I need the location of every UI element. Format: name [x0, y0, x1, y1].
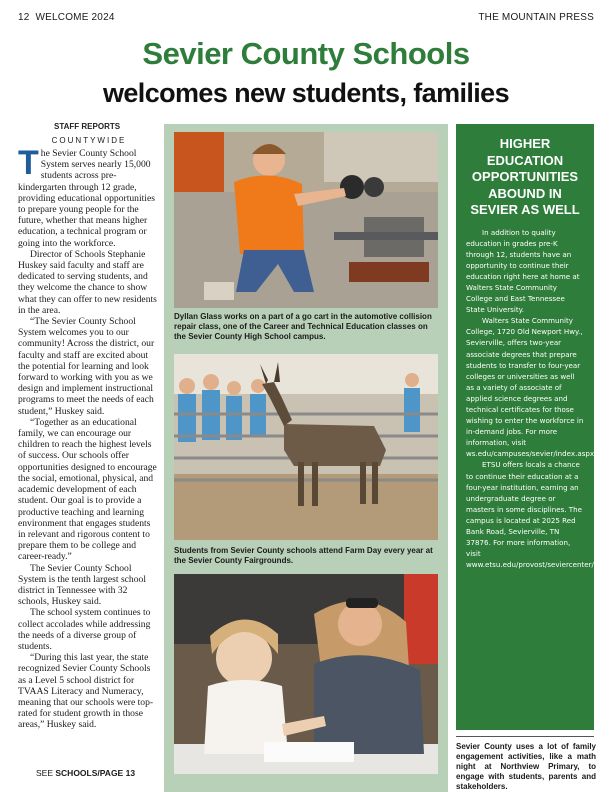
- sidebar-paragraph: In addition to quality education in grades pre-K through 12, students have an opportunity to continue their education right here at home at Walters State Community College and East Tennessee State University.: [466, 227, 580, 315]
- jump-link[interactable]: SCHOOLS/PAGE 13: [55, 768, 136, 778]
- math-night-photo-illustration: [174, 574, 438, 774]
- sidebar-title: HIGHER EDUCATION OPPORTUNITIES ABOUND IN SEVIER AS WELL: [470, 136, 580, 217]
- photo-math-night: [174, 574, 438, 774]
- caption-divider: [456, 736, 594, 737]
- page-number: 12: [18, 12, 30, 23]
- photo-caption-2: Students from Sevier County schools attend Farm Day every year at the Sevier County Fairgrounds.: [174, 546, 433, 565]
- article-body: [18, 144, 160, 731]
- photo-column: [164, 124, 448, 792]
- sidebar-paragraph: ETSU offers locals a chance to continue their education at a four-year institution, earning an undergraduate degree or masters in some disciplines. The campus is located at 2025 Red Bank Road, Sevierville, TN 37876. For more information, visit www.etsu.edu/provost/seviercenter/.: [466, 460, 597, 570]
- article-paragraph: The Sevier County School System is the tenth largest school district in Tennessee with 32 schools, Huskey said.: [18, 562, 146, 608]
- headline-line-1: Sevier County Schools: [142, 36, 470, 71]
- dateline: COUNTYWIDE: [51, 136, 127, 145]
- headline-line-2: welcomes new students, families: [102, 78, 510, 108]
- folio-left: [18, 12, 115, 23]
- sidebar-paragraph: Walters State Community College, 1720 Old Newport Hwy., Sevierville, offers two-year associate degrees that prepare students to transfer to four-year colleges or universities as well as a variety of associate of applied science degrees and technical certificates for those wishing to enter the workforce in in-demand jobs. For more information, visit ws.edu/campuses/sevier/index.aspx.: [466, 316, 597, 459]
- article-column: [18, 122, 160, 731]
- workshop-photo-illustration: [174, 132, 438, 308]
- article-paragraph: “Together as an educational family, we can encourage our children to reach the highest levels of success. Our schools offer opportunities designed to encourage the social, emotional, physical, and academic development of each student. Our goal is to provide a productive teaching and learning environment that engages students in relevant and rigorous content to prepare them to be college and career-ready.”: [18, 416, 157, 563]
- publication-name: THE MOUNTAIN PRESS: [478, 12, 594, 23]
- photo-caption-1: Dyllan Glass works on a part of a go cart in the automotive collision repair class, one of the Career and Technical Education classes on the Sevier County High School campus.: [174, 312, 432, 341]
- byline: STAFF REPORTS: [54, 122, 121, 131]
- farm-day-photo-illustration: [174, 354, 438, 540]
- article-paragraph: The Sevier County School System serves nearly 15,000 students across pre-kindergarten through 12 grade, providing educational opportunities to prepare young people for the future, whether that means higher education, a technical program or going into the workforce.: [18, 144, 155, 249]
- article-paragraph: Director of Schools Stephanie Huskey said faculty and staff are dedicated to serving students, and they welcome the chance to show what they can offer to new residents in the area.: [18, 248, 157, 316]
- photo-farm-day: [174, 354, 438, 540]
- article-paragraph: The school system continues to collect accolades while addressing the needs of a diverse group of students.: [18, 607, 151, 652]
- drop-cap: T: [18, 144, 39, 182]
- article-paragraph: “The Sevier County School System welcomes you to our community! Across the district, our faculty and staff are excited about the potential for learning and look forward to working with you as we design and implement instructional programs to meet the needs of each student,” Huskey said.: [18, 316, 155, 417]
- sidebar-body: [466, 227, 597, 571]
- sidebar-higher-education: [456, 124, 597, 730]
- photo-caption-3: Sevier County uses a lot of family engagement activities, like a math night at Northview Primary, to engage with students, parents and stakeholders.: [456, 742, 596, 791]
- photo-workshop: [174, 132, 438, 308]
- article-paragraph: “During this last year, the state recognized Sevier County Schools as a Level 5 school district for TVAAS Literacy and Numeracy, meaning that our schools were top-rated for student growth in those areas,” Huskey said.: [18, 652, 154, 731]
- jump-line: SEE SCHOOLS/PAGE 13: [36, 768, 136, 778]
- section-name: WELCOME 2024: [35, 12, 115, 23]
